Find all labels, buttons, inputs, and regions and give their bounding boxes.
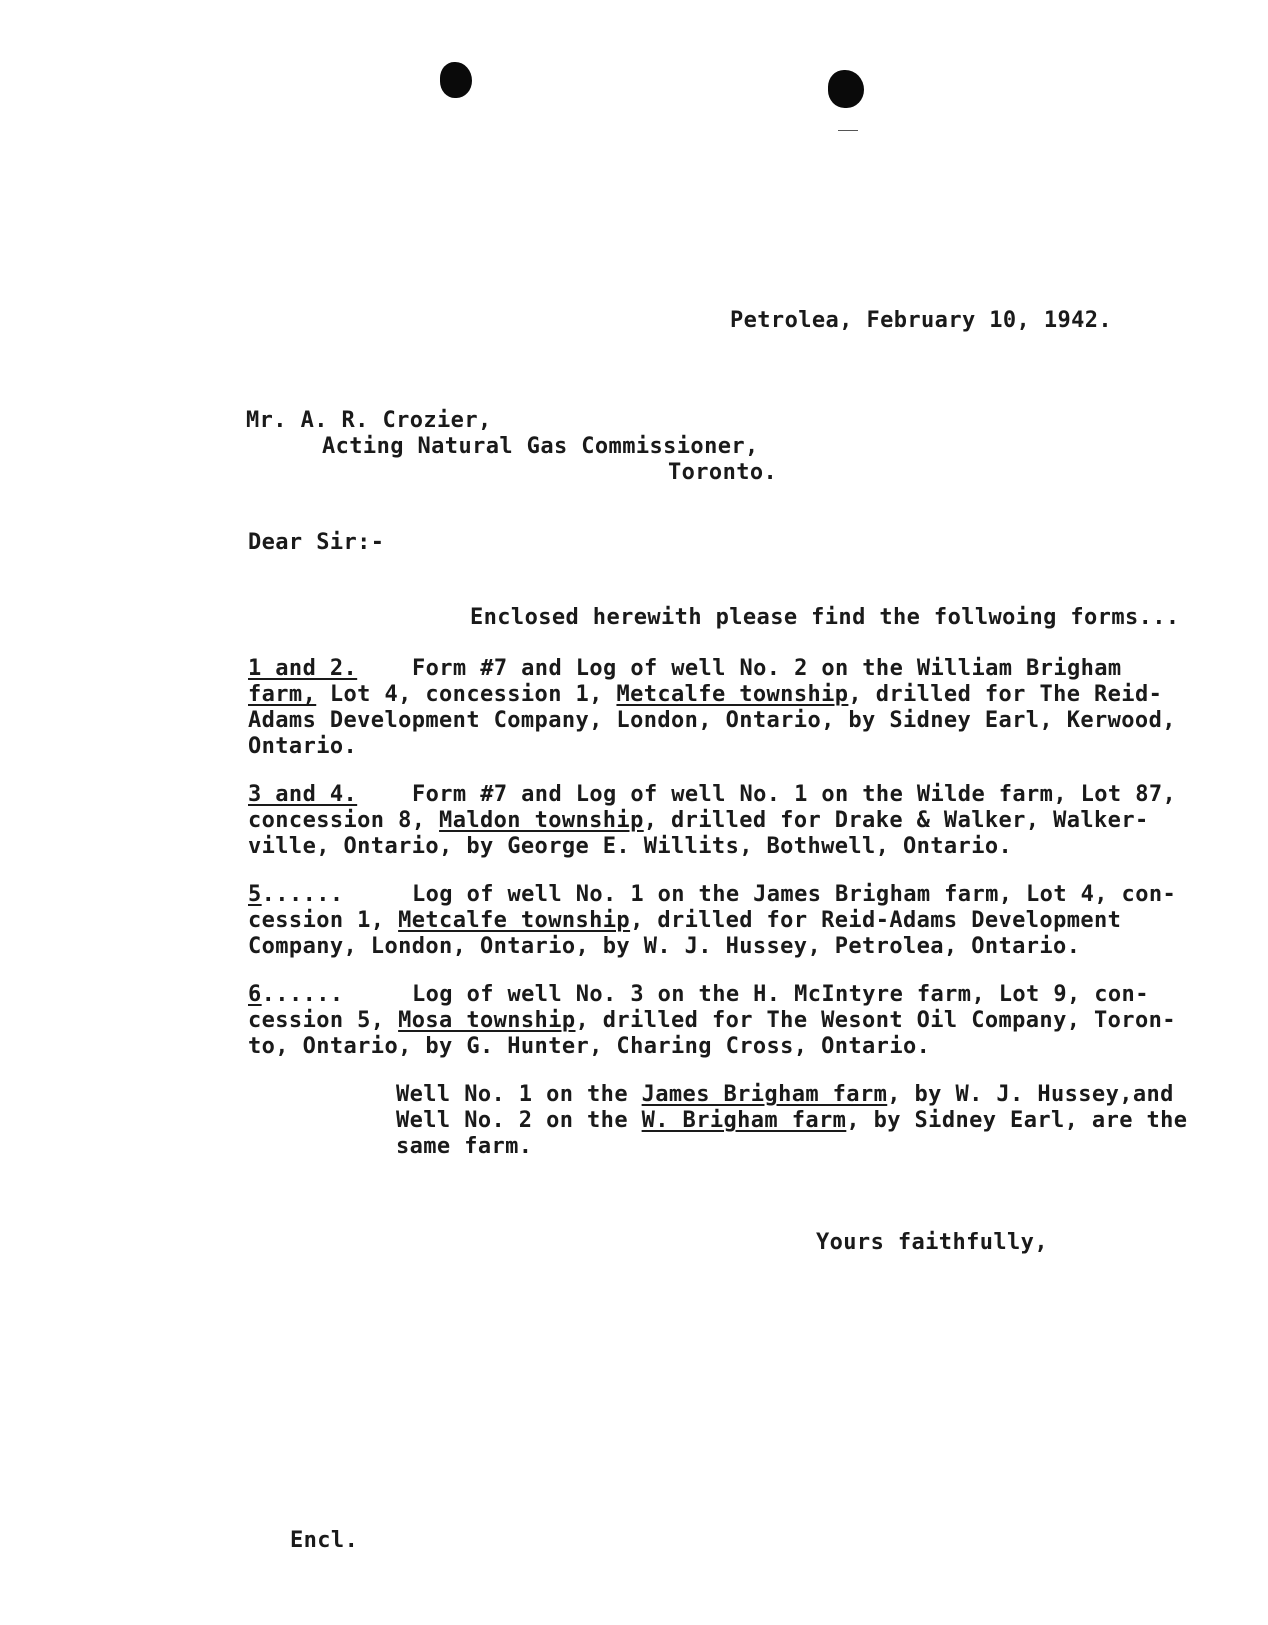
item-line: farm, Lot 4, concession 1, Metcalfe township, drilled for The Reid- xyxy=(248,682,1163,707)
item-line: Form #7 and Log of well No. 1 on the Wilde farm, Lot 87, xyxy=(412,782,1177,807)
item-line: ville, Ontario, by George E. Willits, Bothwell, Ontario. xyxy=(248,834,1013,859)
note-line: Well No. 1 on the James Brigham farm, by W. J. Hussey,and xyxy=(396,1082,1174,1107)
punch-hole-right xyxy=(828,70,864,108)
township-name: Metcalfe township xyxy=(616,682,849,707)
item-line: Log of well No. 1 on the James Brigham farm, Lot 4, con- xyxy=(412,882,1177,907)
farm-name: James Brigham farm xyxy=(641,1082,888,1107)
item-line: Adams Development Company, London, Ontario, by Sidney Earl, Kerwood, xyxy=(248,708,1176,733)
intro-paragraph: Enclosed herewith please find the follwoing forms... xyxy=(470,605,1180,630)
item-line: Log of well No. 3 on the H. McIntyre farm, Lot 9, con- xyxy=(412,982,1149,1007)
item-number: 3 and 4. xyxy=(248,782,358,807)
recipient-title: Acting Natural Gas Commissioner, xyxy=(322,434,759,459)
item-line: cession 1, Metcalfe township, drilled for Reid-Adams Development xyxy=(248,908,1122,933)
township-name: Metcalfe township xyxy=(398,908,631,933)
item-line: to, Ontario, by G. Hunter, Charing Cross, Ontario. xyxy=(248,1034,931,1059)
farm-name: W. Brigham farm xyxy=(641,1108,847,1133)
note-line: same farm. xyxy=(396,1134,533,1159)
date-line: Petrolea, February 10, 1942. xyxy=(730,308,1113,333)
township-name: Maldon township xyxy=(439,808,644,833)
salutation: Dear Sir:- xyxy=(248,530,385,555)
closing: Yours faithfully, xyxy=(816,1230,1048,1255)
enclosure-note: Encl. xyxy=(290,1528,359,1553)
stray-mark xyxy=(838,130,858,131)
note-line: Well No. 2 on the W. Brigham farm, by Sidney Earl, are the xyxy=(396,1108,1188,1133)
underlined-text: farm, xyxy=(248,682,317,707)
punch-hole-left xyxy=(440,62,472,98)
item-line: cession 5, Mosa township, drilled for The Wesont Oil Company, Toron- xyxy=(248,1008,1176,1033)
item-number: 6...... xyxy=(248,982,344,1007)
township-name: Mosa township xyxy=(398,1008,576,1033)
item-line: concession 8, Maldon township, drilled for Drake & Walker, Walker- xyxy=(248,808,1149,833)
item-line: Company, London, Ontario, by W. J. Hussey, Petrolea, Ontario. xyxy=(248,934,1081,959)
recipient-city: Toronto. xyxy=(668,460,778,485)
item-line: Ontario. xyxy=(248,734,358,759)
recipient-name: Mr. A. R. Crozier, xyxy=(246,408,492,433)
item-number: 1 and 2. xyxy=(248,656,358,681)
item-line: Form #7 and Log of well No. 2 on the William Brigham xyxy=(412,656,1122,681)
item-number: 5...... xyxy=(248,882,344,907)
